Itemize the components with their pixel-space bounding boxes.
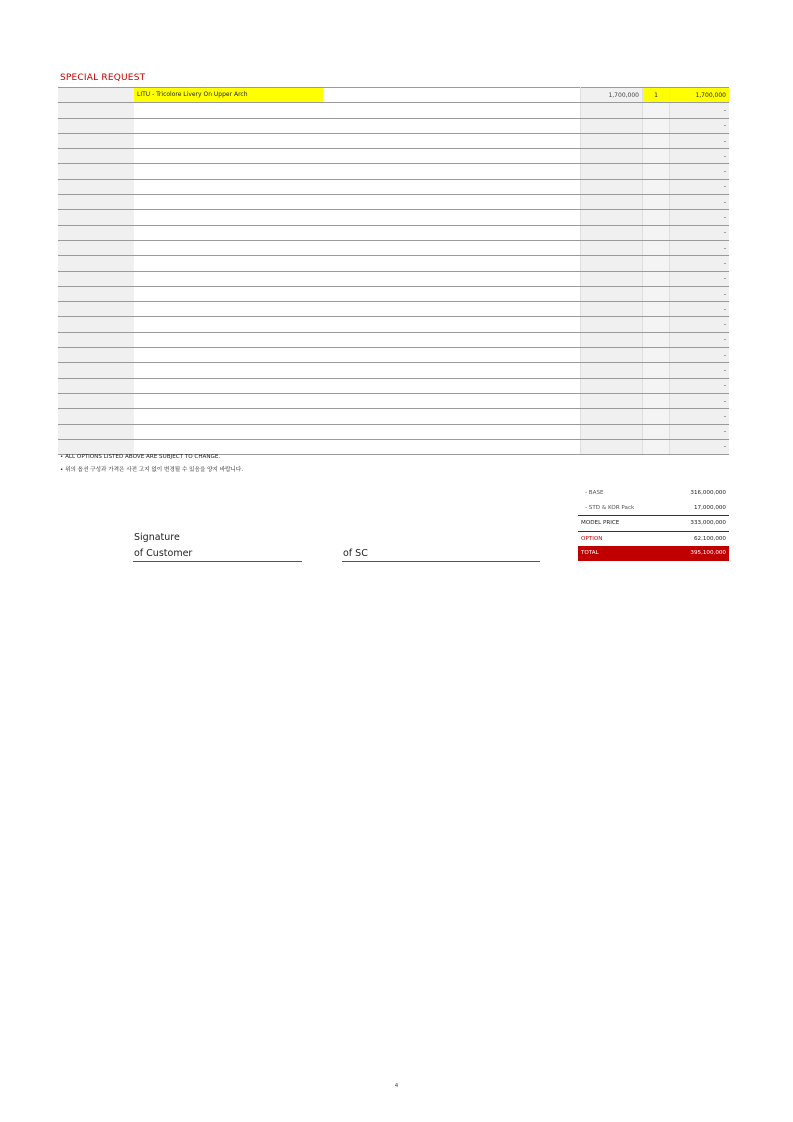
row-description: [134, 118, 581, 133]
row-unit-price: [581, 424, 643, 439]
table-row: [58, 149, 729, 164]
row-code: [58, 103, 134, 118]
table-row: [58, 256, 729, 271]
table-row: [58, 103, 729, 118]
row-qty: [643, 317, 670, 332]
table-row: [58, 118, 729, 133]
row-qty: 1: [643, 88, 670, 103]
row-qty: [643, 240, 670, 255]
row-qty: [643, 179, 670, 194]
row-unit-price: [581, 256, 643, 271]
row-qty: [643, 195, 670, 210]
row-code: [58, 256, 134, 271]
table-row: [58, 424, 729, 439]
row-description: [134, 424, 581, 439]
table-row: [58, 363, 729, 378]
notes: [60, 451, 243, 477]
row-total: -: [670, 363, 730, 378]
table-row: [58, 332, 729, 347]
row-total: -: [670, 378, 730, 393]
row-qty: [643, 118, 670, 133]
row-description: [134, 286, 581, 301]
table-row: [58, 88, 729, 103]
row-qty: [643, 164, 670, 179]
row-description: [134, 332, 581, 347]
row-unit-price: [581, 271, 643, 286]
table-row: [58, 225, 729, 240]
row-code: [58, 240, 134, 255]
row-description: [134, 225, 581, 240]
row-description: [134, 302, 581, 317]
row-description: [134, 363, 581, 378]
row-description: [134, 210, 581, 225]
row-description: [134, 88, 581, 103]
row-total: -: [670, 103, 730, 118]
row-total: -: [670, 409, 730, 424]
row-code: [58, 286, 134, 301]
row-unit-price: [581, 195, 643, 210]
table-row: [58, 164, 729, 179]
row-description: [134, 393, 581, 408]
row-qty: [643, 225, 670, 240]
row-description: [134, 271, 581, 286]
row-total: -: [670, 118, 730, 133]
row-qty: [643, 286, 670, 301]
row-description: [134, 103, 581, 118]
row-code: [58, 88, 134, 103]
row-description: [134, 195, 581, 210]
row-qty: [643, 133, 670, 148]
row-description: [134, 256, 581, 271]
base-value: 316,000,000: [690, 490, 726, 497]
table-row: [58, 195, 729, 210]
row-total: -: [670, 302, 730, 317]
section-title: SPECIAL REQUEST: [60, 73, 146, 83]
sc-signature-line: [342, 561, 540, 562]
row-qty: [643, 424, 670, 439]
row-qty: [643, 302, 670, 317]
summary-row-model-price: [578, 516, 729, 532]
row-unit-price: [581, 103, 643, 118]
row-unit-price: [581, 332, 643, 347]
table-row: [58, 271, 729, 286]
row-total: -: [670, 271, 730, 286]
row-total: -: [670, 179, 730, 194]
row-total: -: [670, 240, 730, 255]
row-qty: [643, 149, 670, 164]
row-unit-price: [581, 118, 643, 133]
row-code: [58, 149, 134, 164]
row-code: [58, 225, 134, 240]
row-total: 1,700,000: [670, 88, 730, 103]
customer-signature-line: [133, 561, 302, 562]
special-request-table: [58, 87, 729, 455]
price-summary: [578, 486, 729, 561]
row-description: [134, 179, 581, 194]
row-unit-price: [581, 409, 643, 424]
option-value: 62,100,000: [693, 535, 726, 542]
row-total: -: [670, 225, 730, 240]
row-total: -: [670, 317, 730, 332]
row-qty: [643, 103, 670, 118]
row-description: [134, 317, 581, 332]
signature-sc-label: of SC: [343, 548, 368, 559]
row-description: [134, 149, 581, 164]
row-qty: [643, 439, 670, 454]
row-description-text: LITU - Tricolore Livery On Upper Arch: [134, 88, 323, 102]
row-qty: [643, 332, 670, 347]
row-description: [134, 240, 581, 255]
summary-row-total: [578, 546, 729, 561]
row-qty: [643, 348, 670, 363]
row-code: [58, 271, 134, 286]
table-row: [58, 348, 729, 363]
signature-customer-label: of Customer: [134, 548, 193, 559]
row-unit-price: [581, 133, 643, 148]
row-code: [58, 164, 134, 179]
row-unit-price: [581, 286, 643, 301]
table-row: [58, 179, 729, 194]
row-qty: [643, 256, 670, 271]
table-row: [58, 409, 729, 424]
row-code: [58, 348, 134, 363]
row-qty: [643, 378, 670, 393]
row-unit-price: [581, 240, 643, 255]
row-description: [134, 409, 581, 424]
table-row: [58, 210, 729, 225]
row-total: -: [670, 164, 730, 179]
summary-row-option: [578, 531, 729, 546]
row-unit-price: [581, 149, 643, 164]
row-description: [134, 378, 581, 393]
row-unit-price: [581, 363, 643, 378]
table-row: [58, 240, 729, 255]
row-unit-price: [581, 439, 643, 454]
row-description: [134, 348, 581, 363]
row-unit-price: [581, 393, 643, 408]
signature-heading: Signature: [134, 532, 180, 543]
row-unit-price: [581, 225, 643, 240]
row-total: -: [670, 256, 730, 271]
row-code: [58, 424, 134, 439]
row-code: [58, 378, 134, 393]
row-description: [134, 133, 581, 148]
row-unit-price: [581, 164, 643, 179]
model-price-label: MODEL PRICE: [578, 516, 667, 532]
row-code: [58, 133, 134, 148]
table-row: [58, 378, 729, 393]
row-description: [134, 164, 581, 179]
summary-row-base: [578, 486, 729, 501]
row-code: [58, 393, 134, 408]
base-label: - BASE: [585, 490, 604, 497]
table-row: [58, 133, 729, 148]
option-label: OPTION: [581, 535, 603, 542]
row-total: -: [670, 439, 730, 454]
row-unit-price: [581, 210, 643, 225]
row-code: [58, 195, 134, 210]
note-korean: • 위의 옵션 구성과 가격은 사전 고지 없이 변경될 수 있음을 양지 바랍니다.: [60, 467, 244, 473]
row-code: [58, 332, 134, 347]
row-code: [58, 317, 134, 332]
row-code: [58, 179, 134, 194]
row-code: [58, 210, 134, 225]
row-total: -: [670, 149, 730, 164]
row-unit-price: [581, 302, 643, 317]
total-label: TOTAL: [578, 546, 667, 561]
row-total: -: [670, 424, 730, 439]
row-qty: [643, 210, 670, 225]
table-row: [58, 317, 729, 332]
row-total: -: [670, 133, 730, 148]
row-qty: [643, 363, 670, 378]
summary-row-pack: [578, 501, 729, 516]
row-qty: [643, 409, 670, 424]
row-unit-price: 1,700,000: [581, 88, 643, 103]
table-row: [58, 286, 729, 301]
table-row: [58, 393, 729, 408]
row-total: -: [670, 393, 730, 408]
row-qty: [643, 393, 670, 408]
table-row: [58, 302, 729, 317]
row-total: -: [670, 348, 730, 363]
row-total: -: [670, 195, 730, 210]
row-total: -: [670, 210, 730, 225]
pack-value: 17,000,000: [667, 501, 729, 516]
row-code: [58, 409, 134, 424]
row-unit-price: [581, 317, 643, 332]
note-english: • ALL OPTIONS LISTED ABOVE ARE SUBJECT TO CHANGE.: [60, 454, 221, 460]
row-code: [58, 302, 134, 317]
page-number: 4: [394, 1083, 399, 1089]
row-unit-price: [581, 348, 643, 363]
row-unit-price: [581, 378, 643, 393]
total-value: 395,100,000: [667, 546, 729, 561]
row-qty: [643, 271, 670, 286]
model-price-value: 333,000,000: [667, 516, 729, 532]
row-total: -: [670, 286, 730, 301]
row-total: -: [670, 332, 730, 347]
row-unit-price: [581, 179, 643, 194]
pack-label: - STD & KOR Pack: [578, 501, 667, 516]
row-code: [58, 363, 134, 378]
row-code: [58, 118, 134, 133]
